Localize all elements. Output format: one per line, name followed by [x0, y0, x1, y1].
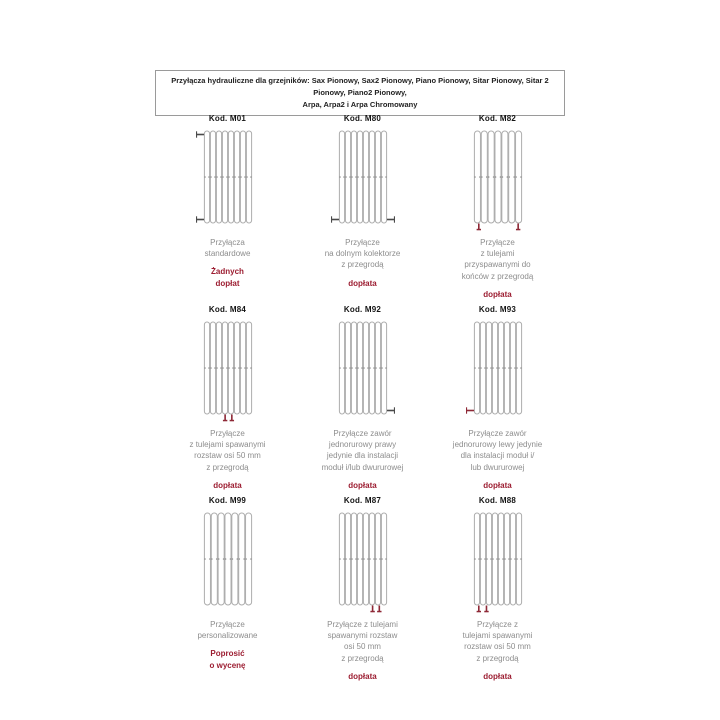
- price-note: dopłata: [483, 480, 512, 490]
- price-note: dopłata: [348, 278, 377, 288]
- connection-description: Przyłącze zawór jednorurowy prawy jedynie dla instalacji moduł i/lub dwururowej: [321, 429, 404, 472]
- model-code: Kod. M93: [478, 305, 517, 314]
- radiator-diagram: [466, 319, 530, 425]
- radiator-diagram: [331, 319, 395, 425]
- radiator-icon: [466, 128, 530, 234]
- radiator-diagram: [466, 510, 530, 616]
- radiator-cell-m99: [160, 496, 295, 687]
- price-note: dopłata: [483, 671, 512, 681]
- radiator-diagram: [196, 319, 260, 425]
- radiator-diagram: [196, 510, 260, 616]
- price-note: Poprosić o wycenę: [209, 649, 246, 670]
- radiator-icon: [331, 510, 395, 616]
- radiator-cell-m87: [295, 496, 430, 687]
- connection-description: Przyłącze personalizowane: [197, 620, 258, 641]
- model-code: Kod. M84: [208, 305, 247, 314]
- connection-description: Przyłącze z tulejami spawanymi rozstaw osi 50 mm z przegrodą: [462, 620, 533, 663]
- price-note: dopłata: [348, 671, 377, 681]
- header-note: [155, 70, 565, 116]
- header-text: Przyłącza hydrauliczne dla grzejników: Sax Pionowy, Sax2 Pionowy, Piano Pionowy, Sitar Pionowy, Sitar 2 Pionowy, Piano2 Pionowy, Arpa, Arpa2 i Arpa Chromowany: [171, 76, 549, 109]
- radiator-diagram: [331, 510, 395, 616]
- radiator-diagram: [331, 128, 395, 234]
- model-code: Kod. M80: [343, 114, 382, 123]
- radiator-icon: [466, 319, 530, 425]
- radiator-icon: [331, 319, 395, 425]
- model-code: Kod. M88: [478, 496, 517, 505]
- radiator-cell-m01: [160, 114, 295, 305]
- connection-description: Przyłącza standardowe: [204, 238, 251, 259]
- connection-description: Przyłącze zawór jednorurowy lewy jedynie dla instalacji moduł i/ lub dwururowej: [452, 429, 543, 472]
- model-code: Kod. M87: [343, 496, 382, 505]
- price-note: dopłata: [213, 480, 242, 490]
- radiator-icon: [466, 510, 530, 616]
- radiator-cell-m92: [295, 305, 430, 496]
- connection-description: Przyłącze na dolnym kolektorze z przegrodą: [324, 238, 401, 270]
- connection-description: Przyłącze z tulejami spawanymi rozstaw osi 50 mm z przegrodą: [327, 620, 398, 663]
- radiator-cell-m93: [430, 305, 565, 496]
- radiator-grid: [160, 114, 565, 687]
- model-code: Kod. M01: [208, 114, 247, 123]
- radiator-icon: [196, 510, 260, 616]
- radiator-cell-m88: [430, 496, 565, 687]
- radiator-cell-m80: [295, 114, 430, 305]
- radiator-icon: [331, 128, 395, 234]
- radiator-cell-m82: [430, 114, 565, 305]
- model-code: Kod. M99: [208, 496, 247, 505]
- model-code: Kod. M82: [478, 114, 517, 123]
- connection-description: Przyłącze z tulejami spawanymi rozstaw osi 50 mm z przegrodą: [189, 429, 266, 472]
- radiator-icon: [196, 319, 260, 425]
- radiator-cell-m84: [160, 305, 295, 496]
- connection-description: Przyłącze z tulejami przyspawanymi do końców z przegrodą: [461, 238, 534, 281]
- price-note: dopłata: [483, 289, 512, 299]
- radiator-diagram: [196, 128, 260, 234]
- radiator-icon: [196, 128, 260, 234]
- price-note: dopłata: [348, 480, 377, 490]
- model-code: Kod. M92: [343, 305, 382, 314]
- price-note: Żadnych dopłat: [211, 267, 244, 288]
- radiator-diagram: [466, 128, 530, 234]
